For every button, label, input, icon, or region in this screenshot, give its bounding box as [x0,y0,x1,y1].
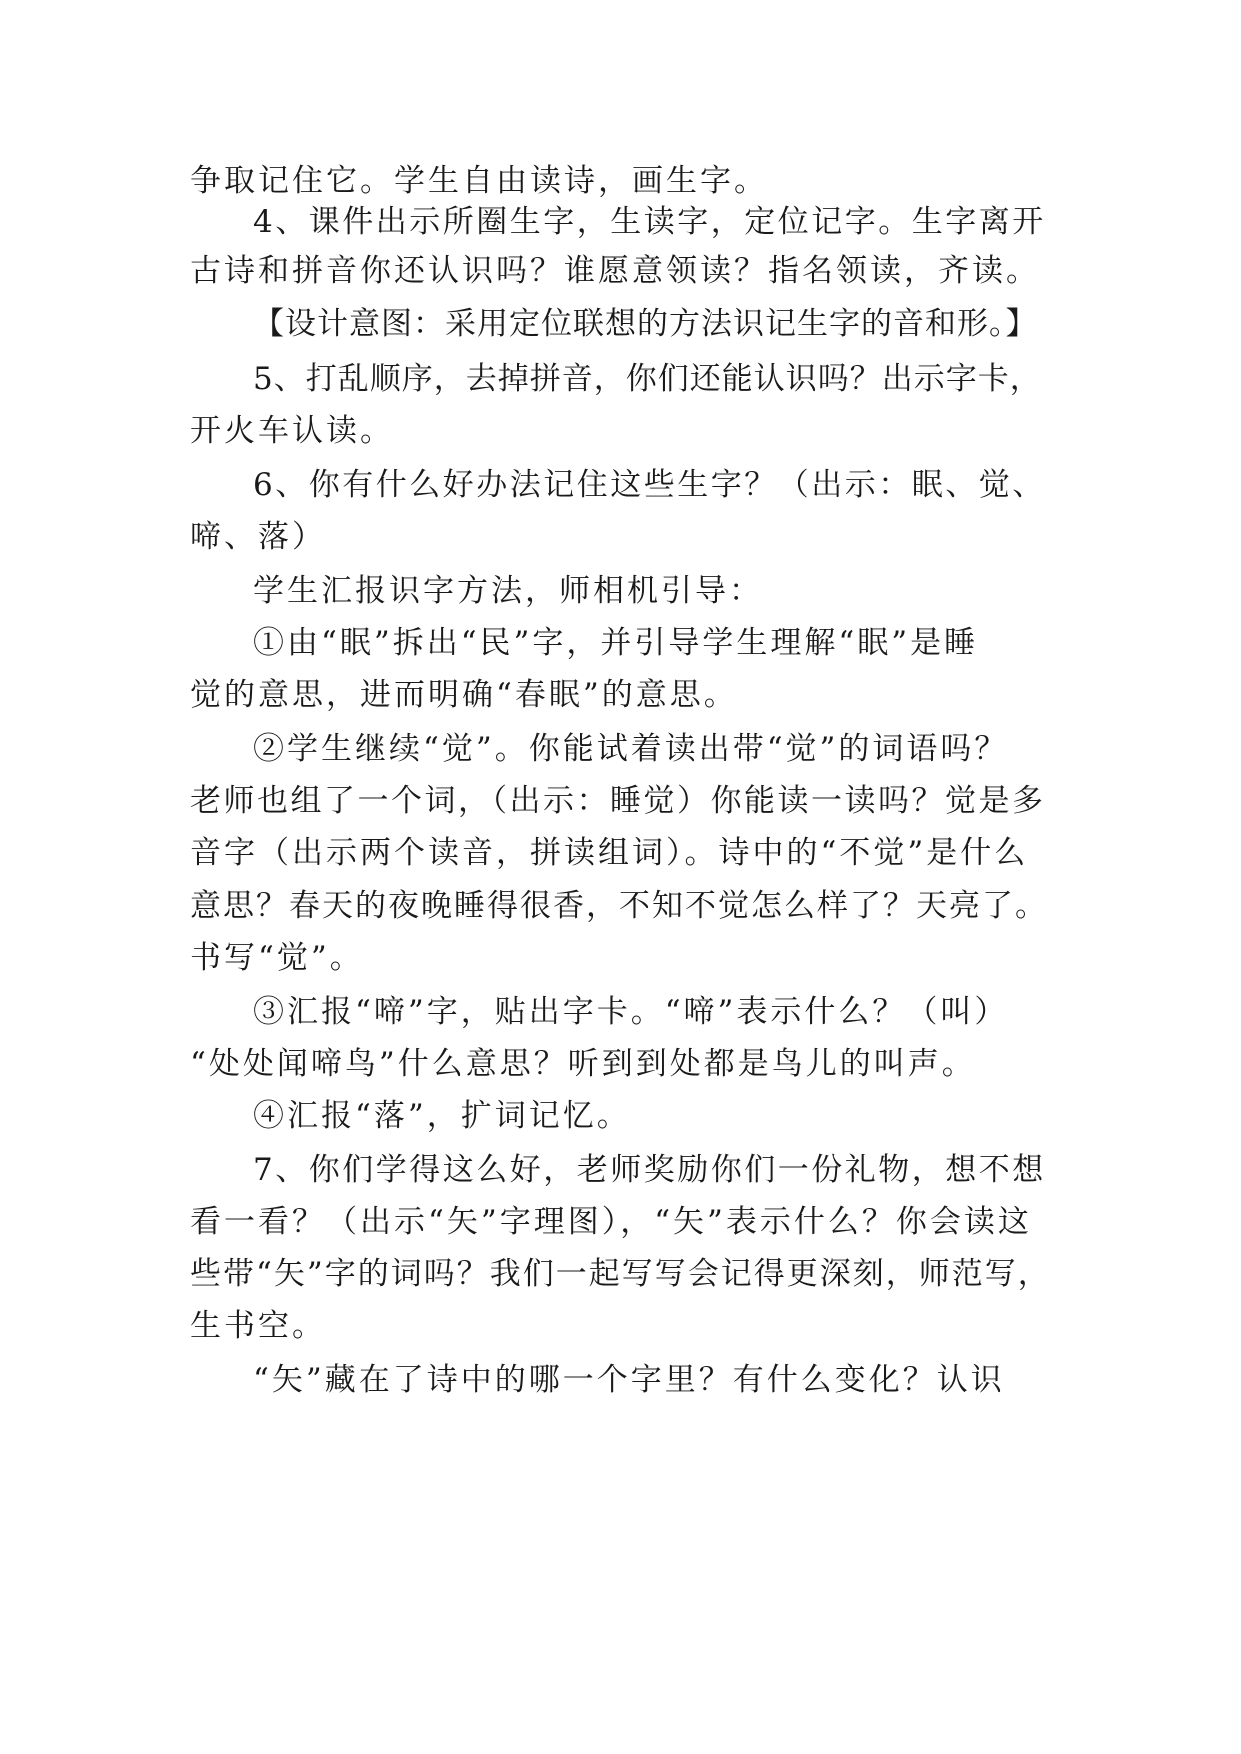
text-line: 开火车认读。 [190,413,394,449]
text-line: 生书空。 [190,1308,326,1344]
text-line: 学生汇报识字方法，师相机引导： [253,573,763,609]
text-line: ③汇报“啼”字，贴出字卡。“啼”表示什么？（叫） [253,994,1009,1030]
text-line: 5、打乱顺序，去掉拼音，你们还能认识吗？出示字卡， [253,361,1042,397]
text-line: 音字（出示两个读音，拼读组词）。诗中的“不觉”是什么 [190,835,1029,871]
text-line: 争取记住它。学生自由读诗，画生字。 [190,163,768,199]
text-line: 7、你们学得这么好，老师奖励你们一份礼物，想不想 [253,1152,1046,1188]
text-line: ②学生继续“觉”。你能试着读出带“觉”的词语吗？ [253,731,1009,767]
text-line: 4、课件出示所圈生字，生读字，定位记字。生字离开 [253,204,1046,240]
text-line: 6、你有什么好办法记住这些生字？（出示：眠、觉、 [253,467,1046,503]
text-line: 书写“觉”。 [190,940,364,976]
text-line: 看一看？（出示“矢”字理图），“矢”表示什么？你会读这 [190,1204,1032,1240]
text-line: 古诗和拼音你还认识吗？谁愿意领读？指名领读，齐读。 [190,253,1040,289]
text-line: ①由“眠”拆出“民”字，并引导学生理解“眠”是睡 [253,625,979,661]
text-line: 觉的意思，进而明确“春眠”的意思。 [190,677,738,713]
text-line: 老师也组了一个词，（出示：睡觉）你能读一读吗？觉是多 [190,783,1046,819]
text-line: “矢”藏在了诗中的哪一个字里？有什么变化？认识 [253,1362,1005,1398]
text-line: 些带“矢”字的词吗？我们一起写写会记得更深刻，师范写， [190,1256,1051,1292]
text-line: 意思？春天的夜晚睡得很香，不知不觉怎么样了？天亮了。 [190,888,1048,924]
text-line: “处处闻啼鸟”什么意思？听到到处都是鸟儿的叫声。 [190,1046,976,1082]
text-line: ④汇报“落”，扩词记忆。 [253,1098,631,1134]
text-line: 啼、落） [190,519,326,555]
design-intent-note: 【设计意图：采用定位联想的方法识记生字的音和形。】 [253,306,1038,342]
